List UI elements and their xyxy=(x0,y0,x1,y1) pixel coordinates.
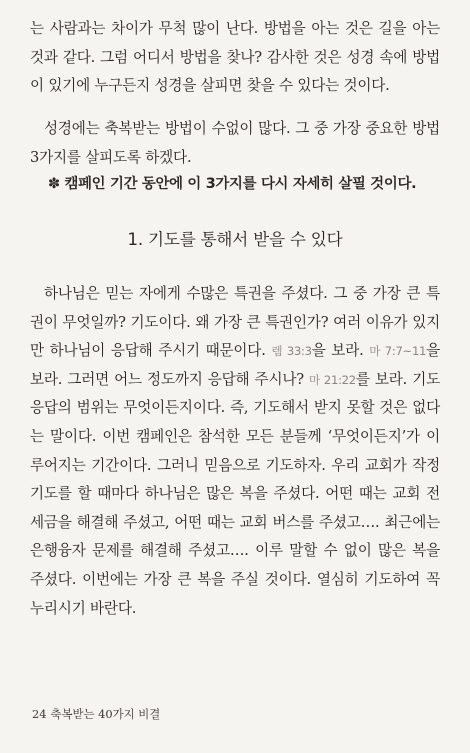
paragraph-intro: 는 사람과는 차이가 무척 많이 난다. 방법을 아는 것은 길을 아는 것과 같다. 그럼 어디서 방법을 찾나? 감사한 것은 성경 속에 방법이 있기에 누구든지 성경을 살피면 찾을 수 있다는 것이다. xyxy=(30,20,440,95)
scripture-ref-mt-21-22: 마 21:22 xyxy=(308,372,356,387)
prayer-text-3: 을 보라. 그러면 어느 정도까지 응답해 주시나? xyxy=(30,342,440,388)
paragraph-methods: 성경에는 축복받는 방법이 수없이 많다. 그 중 가장 중요한 방법 3가지를 살피도록 하겠다. xyxy=(30,120,440,166)
paragraph-prayer xyxy=(30,280,440,623)
section-heading: 1. 기도를 통해서 받을 수 있다 xyxy=(127,230,343,249)
prayer-text-1: 하나님은 믿는 자에게 수많은 특권을 주셨다. 그 중 가장 큰 특권이 무엇일까? 기도이다. 왜 가장 큰 특권인가? 여러 이유가 있지만 하나님이 응답해 주시기 때문이다. xyxy=(30,285,440,360)
page-footer xyxy=(32,706,160,722)
scripture-ref-jer-33-3: 렘 33:3 xyxy=(271,344,312,359)
scripture-ref-mt-7-7-11: 마 7:7~11 xyxy=(369,344,427,359)
campaign-notice: ✽ 캠페인 기간 동안에 이 3가지를 다시 자세히 살필 것이다. xyxy=(48,176,417,192)
prayer-text-2: 을 보라. xyxy=(311,342,370,360)
page-number: 24 xyxy=(32,707,47,721)
prayer-text-4: 를 보라. 기도 응답의 범위는 무엇이든지이다. 즉, 기도해서 받지 못할 것은 없다는 말이다. 이번 캠페인은 참석한 모든 분들께 ‘무엇이든지’가 이루어지는 기간이다. 그러니 믿음으로 기도하자. 우리 교회가 작정기도를 할 때마다 하나님은 많은 복을 주셨다. 어떤 때는 교회 전세금을 해결해 주셨고, 어떤 때는 교회 버스를 주셨고…. 최근에는 은행융자 문제를 해결해 주셨고…. 이루 말할 수 없이 많은 복을 주셨다. 이번에는 가장 큰 복을 주실 것이다. 열심히 기도하여 꼭 누리시기 바란다. xyxy=(30,370,440,617)
book-title: 축복받는 40가지 비결 xyxy=(50,707,161,721)
